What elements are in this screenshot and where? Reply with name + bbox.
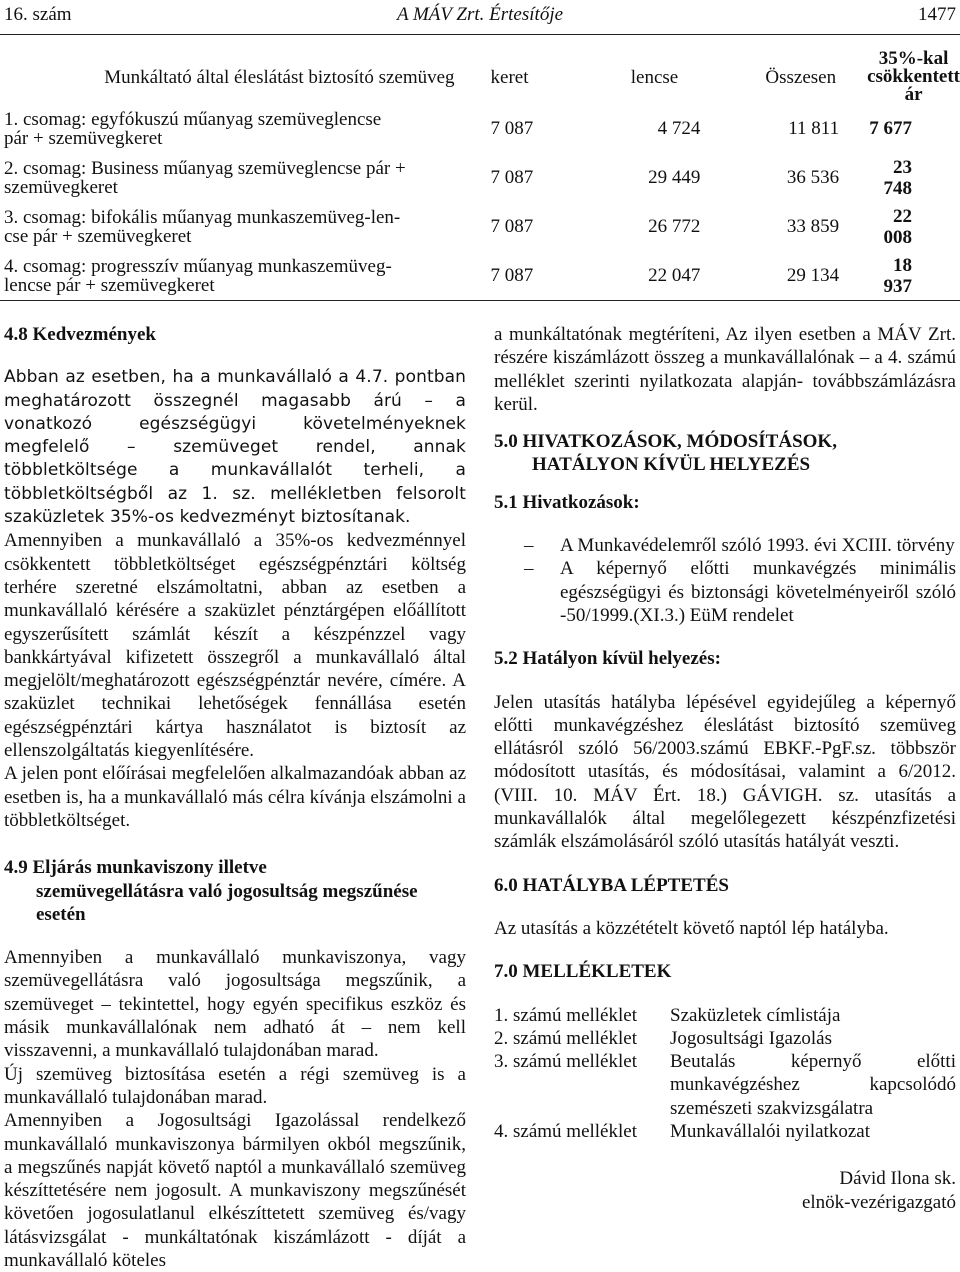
annex-title: Jogosultsági Igazolás: [670, 1027, 833, 1049]
paragraph: Új szemüveg biztosítása esetén a régi szemüveg is a munkavállaló tulajdonában marad.: [4, 1063, 466, 1108]
issue-number: 16. szám: [4, 4, 72, 25]
paragraph: Jelen utasítás hatályba lépésével egyidejűleg a képernyő előtti munkavégzéshez éleslátást biztosító szemüveg ellátásról szóló 56/2003.számú EBKF.-PgF.sz. többször módosított utasítás, és módosításai, valamint a 6/2012. (VIII. 10. MÁV Ért. 18.) GÁVIGH. sz. utasítás a munkavállalók által megelőlegezett készpénzfizetési számlák elszámolásáról szóló utasítás hatályát veszti.: [494, 691, 956, 853]
list-item: [494, 1120, 956, 1143]
page-number: 1477: [918, 4, 956, 25]
left-column: [4, 323, 466, 1272]
package-name-line1: 3. csomag: bifokális műanyag munkaszemüveg-len-: [4, 206, 401, 228]
lencse-value: 29 449: [648, 167, 701, 188]
package-name-line1: 1. csomag: egyfókuszú műanyag szemüveglencse: [4, 108, 382, 130]
section-heading-5-1: 5.1 Hivatkozások:: [494, 491, 640, 513]
signatory-name: Dávid Ilona sk.: [839, 1168, 956, 1190]
signatory-title: elnök-vezérigazgató: [801, 1191, 956, 1213]
package-name-line2: szemüvegkeret: [4, 176, 118, 198]
list-item: [494, 1004, 956, 1027]
list-item: [494, 534, 956, 557]
reference-text: A képernyő előtti munkavégzés minimális egészségügyi és biztonsági követelményeiről szóló -50/1999.(XI.3.) EüM rendelet: [560, 558, 956, 626]
paragraph: Amennyiben a munkavállaló munkaviszonya, vagy szemüvegellátásra való jogosultsága megszűnik, a szemüveget – tekintettel, hogy egyén specifikus eszköz és másik munkavállalónak nem adható át – nem kell visszavenni, a munkavállaló tulajdonában marad.: [4, 947, 466, 1062]
publication-title: A MÁV Zrt. Értesítője: [396, 4, 564, 25]
paragraph: Az utasítás a közzétételt követő naptól lép hatályba.: [494, 917, 889, 939]
osszesen-value: 36 536: [786, 167, 840, 188]
paragraph: A jelen pont előírásai megfelelően alkalmazandóak abban az esetben is, ha a munkavállaló más célra kívánja elszámolni a többletköltséget.: [4, 763, 466, 831]
annex-number: 3. számú melléklet: [494, 1051, 637, 1073]
annex-number: 2. számú melléklet: [494, 1027, 637, 1049]
table-row: [0, 251, 960, 300]
lencse-value: 26 772: [648, 216, 701, 237]
table-row: [0, 202, 960, 251]
osszesen-value: 33 859: [786, 216, 840, 237]
section-heading-4-9-line2: szemüvegellátásra való jogosultság megszűnése: [36, 880, 418, 902]
list-dash: –: [524, 558, 534, 580]
package-name-line2: lencse pár + szemüvegkeret: [4, 274, 215, 296]
keret-value: 7 087: [490, 216, 534, 237]
price-table: [0, 50, 960, 300]
paragraph: a munkáltatónak megtéríteni, Az ilyen esetben a MÁV Zrt. részére kiszámlázott összeg a munkavállalónak – a 4. számú melléklet szerinti nyilatkozata alapján- továbbszámlázásra kerül.: [494, 324, 956, 415]
section-heading-4-8: 4.8 Kedvezmények: [4, 324, 156, 345]
table-row: [0, 153, 960, 202]
col-header-osszesen: Összesen: [765, 66, 837, 88]
list-dash: –: [524, 535, 534, 557]
header-rule: [0, 34, 960, 35]
table-row: [0, 104, 960, 153]
reference-text: A Munkavédelemről szóló 1993. évi XCIII. törvény: [560, 535, 955, 557]
discount-value: 22 008: [883, 205, 912, 248]
annex-number: 1. számú melléklet: [494, 1004, 637, 1026]
price-table-header: [0, 50, 960, 104]
page-header: [4, 4, 956, 30]
package-name: [0, 202, 485, 251]
section-heading-5-2: 5.2 Hatályon kívül helyezés:: [494, 648, 721, 670]
package-name-line2: pár + szemüvegkeret: [4, 127, 163, 149]
annex-number: 4. számú melléklet: [494, 1121, 637, 1143]
discount-header-line2: csökkentett ár: [867, 66, 960, 105]
keret-value: 7 087: [490, 265, 534, 286]
right-column: [494, 323, 956, 1214]
discount-header-line1: 35%-kal: [878, 48, 949, 69]
paragraph: Abban az esetben, ha a munkavállaló a 4.7. pontban meghatározott összegnél magasabb árú – a vonatkozó egészségügyi követelményeknek megfelelő – szemüveget rendel, annak többletköltsége a munkavállalót terheli, a többletköltségből az 1. sz. mellékletben felsorolt szaküzletek 35%-os kedvezményt biztosítanak.: [4, 367, 466, 528]
keret-value: 7 087: [490, 118, 534, 139]
discount-value: 7 677: [869, 118, 912, 139]
list-item: [494, 1027, 956, 1050]
lencse-value: 22 047: [648, 265, 701, 286]
osszesen-value: 11 811: [788, 118, 840, 139]
col-header-lencse: lencse: [630, 66, 679, 88]
annex-title: Munkavállalói nyilatkozat: [670, 1121, 870, 1143]
discount-value: 18 937: [883, 254, 912, 297]
package-name: [0, 104, 485, 153]
col-header-discount: [867, 50, 960, 104]
col-header-keret: keret: [490, 66, 529, 88]
package-name-line1: 2. csomag: Business műanyag szemüveglencse pár +: [4, 157, 406, 179]
package-name-line2: cse pár + szemüvegkeret: [4, 225, 192, 247]
col-header-name: Munkáltató által éleslátást biztosító szemüveg: [104, 66, 455, 88]
section-heading-6-0: 6.0 HATÁLYBA LÉPTETÉS: [494, 874, 729, 896]
annex-title: Szaküzletek címlistája: [670, 1004, 841, 1026]
paragraph: Amennyiben a Jogosultsági Igazolással rendelkező munkavállaló munkaviszonya bármilyen okból megszűnik, a megszűnés napját követő naptól a munkavállaló szemüveg készíttetésére nem jogosult. A munkaviszony megszűnését követően jogosulatlanul elkészíttetett szemüveg és/vagy látásvizsgálat - munkáltatónak kiszámlázott - díját a munkavállaló köteles: [4, 1110, 466, 1271]
lencse-value: 4 724: [657, 118, 701, 139]
table-rule: [0, 300, 960, 301]
paragraph: Amennyiben a munkavállaló a 35%-os kedvezménnyel csökkentett többletköltséget egészségpénztári költség terhére szeretné elszámoltatni, abban az esetben a munkavállaló kérésére a szaküzlet pénztárgépen előállított egyszerűsített számlát készít a készpénzzel vagy bankkártyával kifizetett összegről a munkavállaló által megjelölt/meghatározott egészségpénztár nevére, címére. A szaküzlet technikai lehetőségek fennállása esetén egészségpénztári kártya használatot is biztosít az ellenszolgáltatás kiegyenlítésére.: [4, 530, 466, 762]
section-heading-7-0: 7.0 MELLÉKLETEK: [494, 961, 672, 983]
annex-title: Beutalás képernyő előtti munkavégzéshez kapcsolódó szemészeti szakvizsgálatra: [670, 1051, 956, 1119]
keret-value: 7 087: [490, 167, 534, 188]
section-heading-4-9-line1: 4.9 Eljárás munkaviszony illetve: [4, 857, 267, 879]
section-heading-4-9-line3: esetén: [36, 903, 86, 925]
section-heading-5-0-line1: 5.0 HIVATKOZÁSOK, MÓDOSÍTÁSOK,: [494, 431, 837, 453]
package-name: [0, 251, 485, 300]
package-name: [0, 153, 485, 202]
package-name-line1: 4. csomag: progresszív műanyag munkaszemüveg-: [4, 255, 392, 277]
discount-value: 23 748: [883, 156, 912, 199]
list-item: [494, 557, 956, 627]
osszesen-value: 29 134: [786, 265, 840, 286]
list-item: [494, 1050, 956, 1120]
section-heading-5-0-line2: HATÁLYON KÍVÜL HELYEZÉS: [532, 454, 811, 476]
